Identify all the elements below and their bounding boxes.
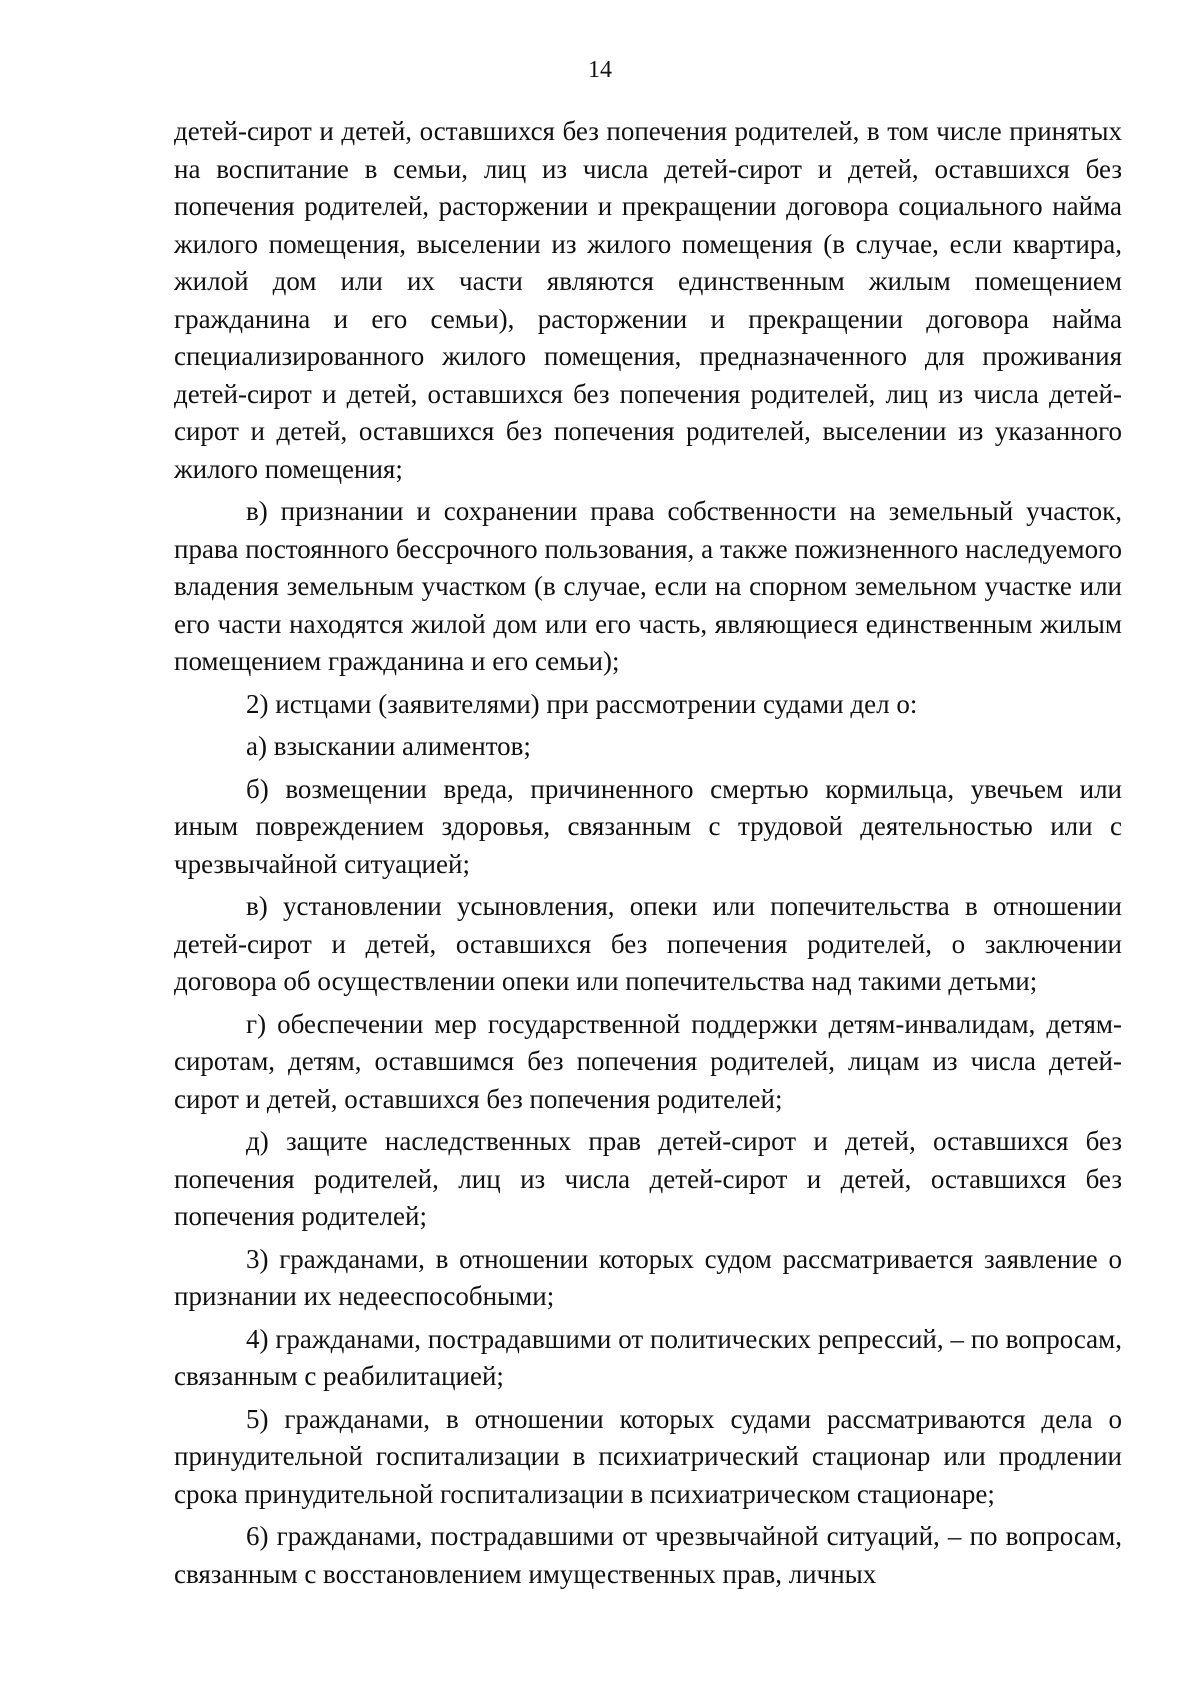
paragraph-item-5-hospitalization: 5) гражданами, в отношении которых судами рассматриваются дела о принудительной госпитализации в психиатрический стационар или продлении срока принудительной госпитализации в психиатрическом стационаре; (174, 1403, 1122, 1509)
page-number: 14 (588, 57, 612, 83)
paragraph-item-g-state-support: г) обеспечении мер государственной поддержки детям-инвалидам, детям-сиротам, детям, оставшимся без попечения родителей, лицам из числа детей-сирот и детей, оставшихся без попечения родителей; (174, 1008, 1122, 1114)
paragraph-item-v-land-rights: в) признании и сохранении права собственности на земельный участок, права постоянного бессрочного пользования, а также пожизненного наследуемого владения земельным участком (в случае, если на спорном земельном участке или его части находятся жилой дом или его часть, являющиеся единственным жилым помещением гражданина и его семьи); (174, 496, 1122, 676)
paragraph-item-4-repressions: 4) гражданами, пострадавшими от политических репрессий, – по вопросам, связанным с реабилитацией; (174, 1323, 1122, 1391)
document-body (174, 113, 1122, 1593)
paragraph-continuation: детей-сирот и детей, оставшихся без попечения родителей, в том числе принятых на воспитание в семьи, лиц из числа детей-сирот и детей, оставшихся без попечения родителей, расторжении и прекращении договора социального найма жилого помещения, выселении из жилого помещения (в случае, если квартира, жилой дом или их части являются единственным жилым помещением гражданина и его семьи), расторжении и прекращении договора найма специализированного жилого помещения, предназначенного для проживания детей-сирот и детей, оставшихся без попечения родителей, лиц из числа детей-сирот и детей, оставшихся без попечения родителей, выселении из указанного жилого помещения; (174, 116, 1122, 484)
paragraph-item-3-incapacity: 3) гражданами, в отношении которых судом рассматривается заявление о признании их недееспособными; (174, 1243, 1122, 1311)
paragraph-item-b-damages: б) возмещении вреда, причиненного смертью кормильца, увечьем или иным повреждением здоровья, связанным с трудовой деятельностью или с чрезвычайной ситуацией; (174, 773, 1122, 879)
paragraph-item-v-adoption: в) установлении усыновления, опеки или попечительства в отношении детей-сирот и детей, оставшихся без попечения родителей, о заключении договора об осуществлении опеки или попечительства над такими детьми; (174, 891, 1122, 996)
paragraph-item-2-plaintiffs: 2) истцами (заявителями) при рассмотрении судами дел о: (246, 688, 918, 719)
paragraph-item-d-inheritance: д) защите наследственных прав детей-сирот и детей, оставшихся без попечения родителей, лиц из числа детей-сирот и детей, оставшихся без попечения родителей; (174, 1126, 1122, 1231)
paragraph-item-6-emergency: 6) гражданами, пострадавшими от чрезвычайной ситуаций, – по вопросам, связанным с восстановлением имущественных прав, личных (174, 1521, 1122, 1589)
paragraph-item-a-alimony: а) взыскании алиментов; (246, 731, 531, 761)
